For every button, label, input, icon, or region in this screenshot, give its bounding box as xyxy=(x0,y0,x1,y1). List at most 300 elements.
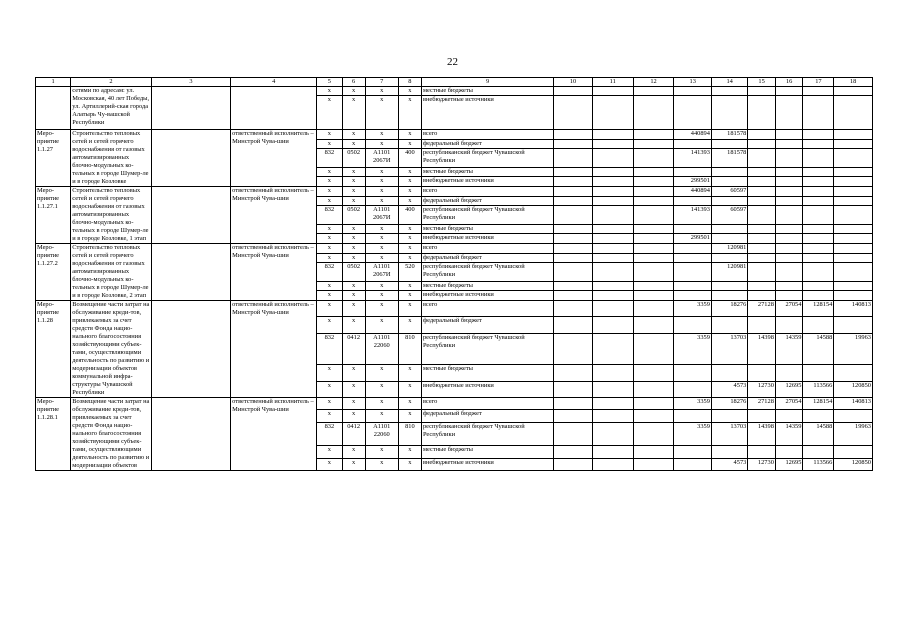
grbs-cell: 832 xyxy=(317,263,342,281)
value-cell xyxy=(592,446,633,458)
table-row xyxy=(36,130,873,140)
value-cell xyxy=(775,253,803,263)
value-cell xyxy=(633,224,674,234)
value-cell xyxy=(674,365,711,381)
section-cell: x xyxy=(342,291,365,301)
value-cell: 12695 xyxy=(775,381,803,397)
value-cell xyxy=(775,291,803,301)
expense-type-cell: x xyxy=(398,177,421,187)
value-cell xyxy=(748,244,776,254)
program-cell xyxy=(151,301,230,398)
expense-type-cell: x xyxy=(398,196,421,206)
value-cell xyxy=(803,365,834,381)
value-cell xyxy=(803,291,834,301)
source-cell: внебюджетные источники xyxy=(421,234,553,244)
expense-type-cell: x xyxy=(398,187,421,197)
source-cell: республиканский бюджет Чувашской Республики xyxy=(421,206,553,224)
value-cell xyxy=(554,301,593,317)
table-row xyxy=(36,398,873,410)
section-cell: x xyxy=(342,187,365,197)
source-cell: местные бюджеты xyxy=(421,87,553,96)
value-cell xyxy=(633,446,674,458)
value-cell xyxy=(834,206,873,224)
value-cell: 120850 xyxy=(834,458,873,470)
value-cell xyxy=(803,253,834,263)
header-cell: 14 xyxy=(711,78,747,87)
value-cell: 440894 xyxy=(674,187,711,197)
executor-cell: ответственный исполнитель – Минстрой Чува-шии xyxy=(231,244,317,301)
value-cell: 13703 xyxy=(711,333,747,364)
expense-type-cell: x xyxy=(398,410,421,422)
executor-cell: ответственный исполнитель – Минстрой Чува-шии xyxy=(231,187,317,244)
value-cell: 128154 xyxy=(803,398,834,410)
title-cell: сетями по адресам: ул. Московская, 40 лет Победы, ул. Артиллерий-ская города Алатырь Чу-вашской Республики xyxy=(71,87,152,130)
grbs-cell: x xyxy=(317,446,342,458)
program-cell xyxy=(151,187,230,244)
value-cell: 12730 xyxy=(748,381,776,397)
expense-type-cell: 810 xyxy=(398,333,421,364)
value-cell xyxy=(674,253,711,263)
measure-number: Меро-приятие 1.1.27 xyxy=(36,130,71,187)
target-article-cell: x xyxy=(365,410,398,422)
source-cell: местные бюджеты xyxy=(421,446,553,458)
value-cell xyxy=(711,139,747,149)
value-cell xyxy=(592,187,633,197)
expense-type-cell: x xyxy=(398,398,421,410)
value-cell xyxy=(834,234,873,244)
value-cell: 14359 xyxy=(775,333,803,364)
value-cell xyxy=(554,149,593,167)
value-cell xyxy=(834,291,873,301)
measure-title: Строительство тепловых сетей и сетей горячего водоснабжения от газовых автоматизированных блочно-модульных ко-тельных в городе Шумер-ле и в городе Козловке xyxy=(71,130,152,187)
program-cell xyxy=(151,87,230,130)
measure-number: Меро-приятие 1.1.27.2 xyxy=(36,244,71,301)
expense-type-cell: x xyxy=(398,458,421,470)
value-cell xyxy=(711,291,747,301)
value-cell xyxy=(803,96,834,130)
page-number: 22 xyxy=(447,56,458,68)
grbs-cell: x xyxy=(317,253,342,263)
measure-number: Меро-приятие 1.1.28 xyxy=(36,301,71,398)
value-cell xyxy=(554,381,593,397)
value-cell xyxy=(775,317,803,333)
target-article-cell: А1101 2067И xyxy=(365,206,398,224)
value-cell xyxy=(803,149,834,167)
target-article-cell: x xyxy=(365,224,398,234)
value-cell xyxy=(592,130,633,140)
expense-type-cell: x xyxy=(398,167,421,177)
value-cell xyxy=(633,333,674,364)
source-cell: местные бюджеты xyxy=(421,224,553,234)
value-cell xyxy=(775,263,803,281)
source-cell: местные бюджеты xyxy=(421,365,553,381)
expense-type-cell: x xyxy=(398,244,421,254)
value-cell xyxy=(554,281,593,291)
value-cell xyxy=(834,87,873,96)
value-cell xyxy=(803,410,834,422)
value-cell xyxy=(674,167,711,177)
table-row xyxy=(36,87,873,96)
value-cell xyxy=(674,87,711,96)
value-cell xyxy=(592,422,633,445)
value-cell xyxy=(711,365,747,381)
grbs-cell: 832 xyxy=(317,149,342,167)
value-cell xyxy=(633,291,674,301)
value-cell: 299501 xyxy=(674,177,711,187)
target-article-cell: x xyxy=(365,177,398,187)
value-cell xyxy=(834,253,873,263)
value-cell xyxy=(554,130,593,140)
measure-title: Строительство тепловых сетей и сетей горячего водоснабжения от газовых автоматизированных блочно-модульных ко-тельных в городе Шумер-ле и в городе Козловке, 2 этап xyxy=(71,244,152,301)
value-cell xyxy=(554,87,593,96)
value-cell: 113566 xyxy=(803,381,834,397)
value-cell xyxy=(775,365,803,381)
value-cell xyxy=(592,365,633,381)
value-cell xyxy=(775,234,803,244)
value-cell: 27128 xyxy=(748,301,776,317)
value-cell xyxy=(803,167,834,177)
value-cell xyxy=(592,224,633,234)
expense-type-cell: x xyxy=(398,87,421,96)
value-cell xyxy=(775,167,803,177)
header-cell: 18 xyxy=(834,78,873,87)
section-cell: x xyxy=(342,244,365,254)
value-cell xyxy=(592,333,633,364)
value-cell xyxy=(748,365,776,381)
section-cell: x xyxy=(342,139,365,149)
value-cell xyxy=(748,281,776,291)
grbs-cell: x xyxy=(317,301,342,317)
value-cell xyxy=(554,410,593,422)
value-cell xyxy=(633,206,674,224)
grbs-cell: x xyxy=(317,224,342,234)
value-cell xyxy=(803,187,834,197)
value-cell xyxy=(803,177,834,187)
value-cell: 12695 xyxy=(775,458,803,470)
value-cell: 19963 xyxy=(834,422,873,445)
value-cell xyxy=(633,381,674,397)
target-article-cell: x xyxy=(365,196,398,206)
expense-type-cell: x xyxy=(398,130,421,140)
value-cell xyxy=(633,167,674,177)
target-article-cell: x xyxy=(365,234,398,244)
executor-cell xyxy=(231,87,317,130)
value-cell xyxy=(554,177,593,187)
section-cell: 0502 xyxy=(342,263,365,281)
value-cell xyxy=(674,196,711,206)
value-cell xyxy=(674,381,711,397)
value-cell xyxy=(748,234,776,244)
source-cell: федеральный бюджет xyxy=(421,253,553,263)
value-cell xyxy=(592,291,633,301)
value-cell xyxy=(748,177,776,187)
value-cell xyxy=(592,206,633,224)
value-cell xyxy=(834,317,873,333)
header-cell: 16 xyxy=(775,78,803,87)
target-article-cell: А1101 2067И xyxy=(365,263,398,281)
source-cell: федеральный бюджет xyxy=(421,317,553,333)
expense-type-cell: 810 xyxy=(398,422,421,445)
value-cell xyxy=(748,291,776,301)
source-cell: федеральный бюджет xyxy=(421,139,553,149)
section-cell: 0412 xyxy=(342,422,365,445)
value-cell: 27054 xyxy=(775,301,803,317)
section-cell: x xyxy=(342,167,365,177)
grbs-cell: x xyxy=(317,410,342,422)
value-cell xyxy=(748,224,776,234)
value-cell xyxy=(834,130,873,140)
value-cell xyxy=(592,87,633,96)
grbs-cell: x xyxy=(317,187,342,197)
value-cell xyxy=(834,281,873,291)
expense-type-cell: x xyxy=(398,96,421,130)
header-cell: 10 xyxy=(554,78,593,87)
value-cell xyxy=(834,410,873,422)
value-cell xyxy=(748,446,776,458)
value-cell xyxy=(674,139,711,149)
table-row xyxy=(36,244,873,254)
value-cell xyxy=(674,458,711,470)
value-cell: 3359 xyxy=(674,333,711,364)
source-cell: внебюджетные источники xyxy=(421,177,553,187)
value-cell xyxy=(592,281,633,291)
header-cell: 8 xyxy=(398,78,421,87)
header-cell: 2 xyxy=(71,78,152,87)
measure-number: Меро-приятие 1.1.28.1 xyxy=(36,398,71,471)
value-cell: 120850 xyxy=(834,381,873,397)
value-cell: 120981 xyxy=(711,263,747,281)
header-cell: 1 xyxy=(36,78,71,87)
value-cell xyxy=(554,263,593,281)
value-cell xyxy=(554,196,593,206)
section-cell: x xyxy=(342,177,365,187)
target-article-cell: x xyxy=(365,187,398,197)
header-cell: 12 xyxy=(633,78,674,87)
value-cell xyxy=(775,446,803,458)
value-cell xyxy=(633,253,674,263)
value-cell: 181578 xyxy=(711,149,747,167)
section-cell: 0502 xyxy=(342,149,365,167)
value-cell xyxy=(748,410,776,422)
value-cell xyxy=(711,253,747,263)
value-cell xyxy=(775,177,803,187)
header-cell: 7 xyxy=(365,78,398,87)
value-cell xyxy=(803,139,834,149)
grbs-cell: x xyxy=(317,139,342,149)
grbs-cell: x xyxy=(317,458,342,470)
value-cell xyxy=(554,167,593,177)
target-article-cell: А1101 22060 xyxy=(365,422,398,445)
value-cell xyxy=(748,87,776,96)
value-cell xyxy=(775,281,803,291)
value-cell xyxy=(633,177,674,187)
value-cell xyxy=(748,263,776,281)
value-cell: 27054 xyxy=(775,398,803,410)
value-cell xyxy=(674,317,711,333)
value-cell xyxy=(775,139,803,149)
value-cell: 14588 xyxy=(803,333,834,364)
value-cell xyxy=(748,139,776,149)
value-cell xyxy=(674,263,711,281)
value-cell xyxy=(592,398,633,410)
value-cell xyxy=(554,365,593,381)
value-cell xyxy=(834,177,873,187)
source-cell: федеральный бюджет xyxy=(421,410,553,422)
value-cell: 120981 xyxy=(711,244,747,254)
source-cell: республиканский бюджет Чувашской Республики xyxy=(421,422,553,445)
grbs-cell: x xyxy=(317,130,342,140)
target-article-cell: x xyxy=(365,253,398,263)
value-cell xyxy=(711,446,747,458)
section-cell: x xyxy=(342,365,365,381)
value-cell xyxy=(674,244,711,254)
value-cell xyxy=(554,458,593,470)
section-cell: x xyxy=(342,234,365,244)
target-article-cell: x xyxy=(365,317,398,333)
value-cell: 128154 xyxy=(803,301,834,317)
target-article-cell: x xyxy=(365,446,398,458)
value-cell xyxy=(592,244,633,254)
value-cell xyxy=(633,187,674,197)
section-cell: x xyxy=(342,446,365,458)
value-cell xyxy=(711,87,747,96)
value-cell xyxy=(674,224,711,234)
value-cell xyxy=(803,234,834,244)
grbs-cell: x xyxy=(317,317,342,333)
value-cell xyxy=(803,196,834,206)
value-cell: 113566 xyxy=(803,458,834,470)
value-cell: 3359 xyxy=(674,398,711,410)
value-cell xyxy=(775,224,803,234)
target-article-cell: x xyxy=(365,381,398,397)
value-cell: 141393 xyxy=(674,206,711,224)
target-article-cell: А1101 22060 xyxy=(365,333,398,364)
value-cell xyxy=(592,410,633,422)
source-cell: всего xyxy=(421,398,553,410)
value-cell xyxy=(711,281,747,291)
value-cell xyxy=(633,458,674,470)
value-cell: 141393 xyxy=(674,149,711,167)
target-article-cell: x xyxy=(365,87,398,96)
value-cell: 12730 xyxy=(748,458,776,470)
value-cell xyxy=(554,398,593,410)
value-cell xyxy=(711,234,747,244)
target-article-cell: x xyxy=(365,130,398,140)
value-cell xyxy=(834,365,873,381)
value-cell xyxy=(803,244,834,254)
source-cell: местные бюджеты xyxy=(421,281,553,291)
grbs-cell: x xyxy=(317,177,342,187)
table-row xyxy=(36,187,873,197)
value-cell xyxy=(554,333,593,364)
target-article-cell: x xyxy=(365,139,398,149)
value-cell xyxy=(633,139,674,149)
value-cell xyxy=(803,87,834,96)
value-cell xyxy=(592,96,633,130)
value-cell xyxy=(775,410,803,422)
value-cell: 3359 xyxy=(674,301,711,317)
header-cell: 9 xyxy=(421,78,553,87)
value-cell xyxy=(592,167,633,177)
value-cell xyxy=(748,96,776,130)
value-cell xyxy=(633,410,674,422)
value-cell xyxy=(633,244,674,254)
value-cell xyxy=(803,263,834,281)
value-cell xyxy=(748,149,776,167)
value-cell xyxy=(633,317,674,333)
expense-type-cell: x xyxy=(398,139,421,149)
header-cell: 3 xyxy=(151,78,230,87)
value-cell xyxy=(775,96,803,130)
value-cell xyxy=(592,234,633,244)
value-cell: 299501 xyxy=(674,234,711,244)
grbs-cell: x xyxy=(317,381,342,397)
program-cell xyxy=(151,130,230,187)
grbs-cell: 832 xyxy=(317,422,342,445)
expense-type-cell: x xyxy=(398,317,421,333)
section-cell: x xyxy=(342,398,365,410)
value-cell xyxy=(803,317,834,333)
value-cell xyxy=(834,263,873,281)
expense-type-cell: x xyxy=(398,234,421,244)
header-cell: 15 xyxy=(748,78,776,87)
program-cell xyxy=(151,398,230,471)
value-cell xyxy=(633,301,674,317)
grbs-cell: x xyxy=(317,281,342,291)
value-cell xyxy=(834,187,873,197)
source-cell: федеральный бюджет xyxy=(421,196,553,206)
header-cell: 17 xyxy=(803,78,834,87)
value-cell xyxy=(711,317,747,333)
value-cell xyxy=(748,196,776,206)
value-cell xyxy=(803,281,834,291)
executor-cell: ответственный исполнитель – Минстрой Чува-шии xyxy=(231,398,317,471)
value-cell xyxy=(554,234,593,244)
section-cell: x xyxy=(342,87,365,96)
section-cell: x xyxy=(342,130,365,140)
value-cell xyxy=(554,244,593,254)
value-cell xyxy=(748,130,776,140)
value-cell xyxy=(674,281,711,291)
value-cell xyxy=(554,317,593,333)
value-cell: 3359 xyxy=(674,422,711,445)
grbs-cell: x xyxy=(317,196,342,206)
source-cell: внебюджетные источники xyxy=(421,458,553,470)
value-cell xyxy=(748,206,776,224)
source-cell: республиканский бюджет Чувашской Республики xyxy=(421,263,553,281)
section-cell: x xyxy=(342,301,365,317)
target-article-cell: x xyxy=(365,458,398,470)
source-cell: всего xyxy=(421,244,553,254)
header-cell: 11 xyxy=(592,78,633,87)
value-cell xyxy=(554,187,593,197)
value-cell xyxy=(748,253,776,263)
value-cell xyxy=(803,130,834,140)
value-cell xyxy=(775,206,803,224)
value-cell xyxy=(592,149,633,167)
expense-type-cell: x xyxy=(398,224,421,234)
value-cell xyxy=(834,446,873,458)
grbs-cell: x xyxy=(317,87,342,96)
value-cell xyxy=(554,206,593,224)
value-cell: 14398 xyxy=(748,422,776,445)
source-cell: внебюджетные источники xyxy=(421,381,553,397)
value-cell: 18276 xyxy=(711,301,747,317)
value-cell xyxy=(592,139,633,149)
measure-number: Меро-приятие 1.1.27.1 xyxy=(36,187,71,244)
value-cell xyxy=(834,196,873,206)
value-cell xyxy=(803,206,834,224)
